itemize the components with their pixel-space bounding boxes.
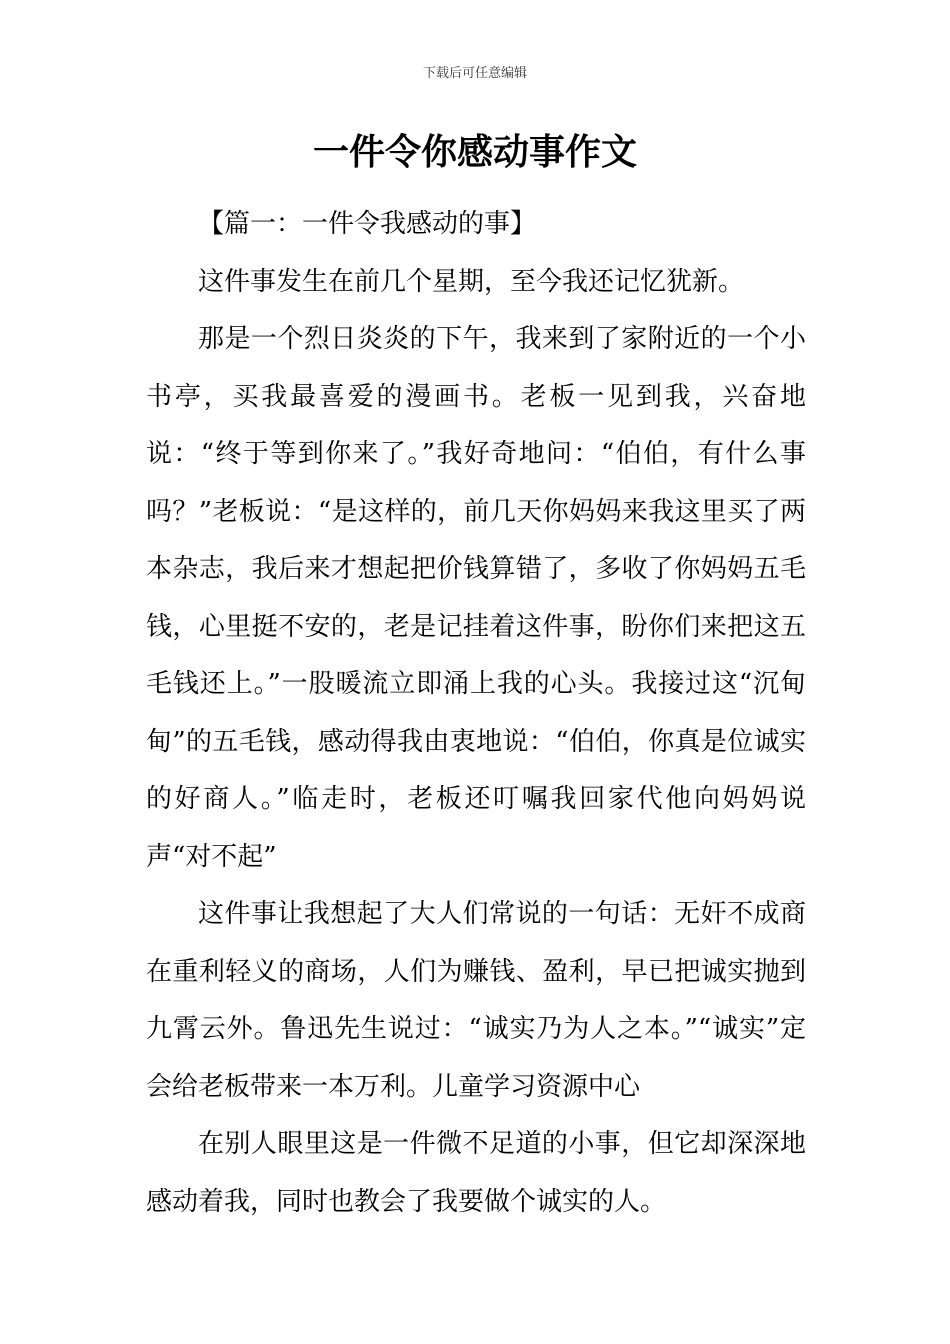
paragraph-1: 这件事发生在前几个星期，至今我还记忆犹新。 [198,266,745,297]
document-title: 一件令你感动事作文 [312,132,637,173]
paragraph-2: 那是一个烈日炎炎的下午，我来到了家附近的一个小书亭，买我最喜爱的漫画书。老板一见到我，兴奋地说：“终于等到你来了。”我好奇地问：“伯伯，有什么事吗？”老板说：“是这样的，前几天你妈妈来我这里买了两本杂志，我后来才想起把价钱算错了，多收了你妈妈五毛钱，心里挺不安的，老是记挂着这件事，盼你们来把这五毛钱还上。”一股暖流立即涌上我的心头。我接过这“沉甸甸”的五毛钱，感动得我由衷地说：“伯伯，你真是位诚实的好商人。”临走时，老板还叮嘱我回家代他向妈妈说声“对不起” [146,324,806,872]
document-body [146,196,806,1231]
paragraph-4: 在别人眼里这是一件微不足道的小事，但它却深深地感动着我，同时也教会了我要做个诚实的人。 [146,1129,806,1217]
section-heading: 【篇一：一件令我感动的事】 [198,209,537,239]
header-note: 下载后可任意编辑 [422,66,527,81]
paragraph-3: 这件事让我想起了大人们常说的一句话：无奸不成商在重利轻义的商场，人们为赚钱、盈利，早已把诚实抛到九霄云外。鲁迅先生说过：“诚实乃为人之本。”“诚实”定会给老板带来一本万利。儿童学习资源中心 [146,899,806,1102]
